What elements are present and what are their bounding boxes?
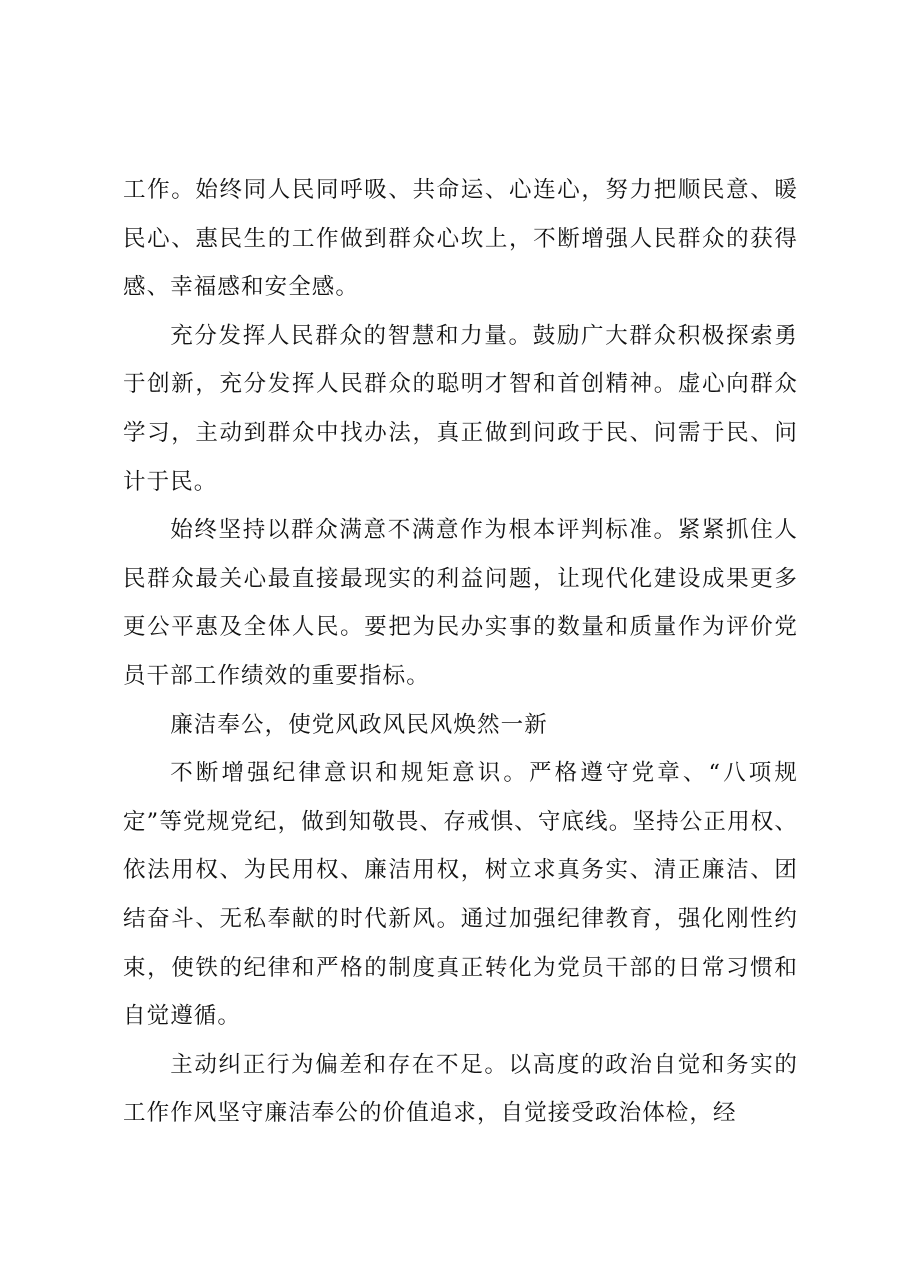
paragraph-continuation: 工作。始终同人民同呼吸、共命运、心连心，努力把顺民意、暖民心、惠民生的工作做到群众心坎上，不断增强人民群众的获得感、幸福感和安全感。	[123, 177, 798, 301]
paragraph-discipline-awareness: 不断增强纪律意识和规矩意识。严格遵守党章、“八项规定”等党规党纪，做到知敬畏、存戒惧、守底线。坚持公正用权、依法用权、为民用权、廉洁用权，树立求真务实、清正廉洁、团结奋斗、无私奉献的时代新风。通过加强纪律教育，强化刚性约束，使铁的纪律和严格的制度真正转化为党员干部的日常习惯和自觉遵循。	[123, 760, 798, 1030]
section-heading-integrity: 廉洁奉公，使党风政风民风焕然一新	[170, 711, 548, 738]
paragraph-correct-deviations: 主动纠正行为偏差和存在不足。以高度的政治自觉和务实的工作作风坚守廉洁奉公的价值追求，自觉接受政治体检，经	[123, 1051, 798, 1127]
document-body	[123, 166, 798, 1138]
paragraph-wisdom-strength: 充分发挥人民群众的智慧和力量。鼓励广大群众积极探索勇于创新，充分发挥人民群众的聪明才智和首创精神。虚心向群众学习，主动到群众中找办法，真正做到问政于民、问需于民、问计于民。	[123, 322, 798, 495]
paragraph-evaluation-standard: 始终坚持以群众满意不满意作为根本评判标准。紧紧抓住人民群众最关心最直接最现实的利益问题，让现代化建设成果更多更公平惠及全体人民。要把为民办实事的数量和质量作为评价党员干部工作绩效的重要指标。	[123, 517, 798, 689]
